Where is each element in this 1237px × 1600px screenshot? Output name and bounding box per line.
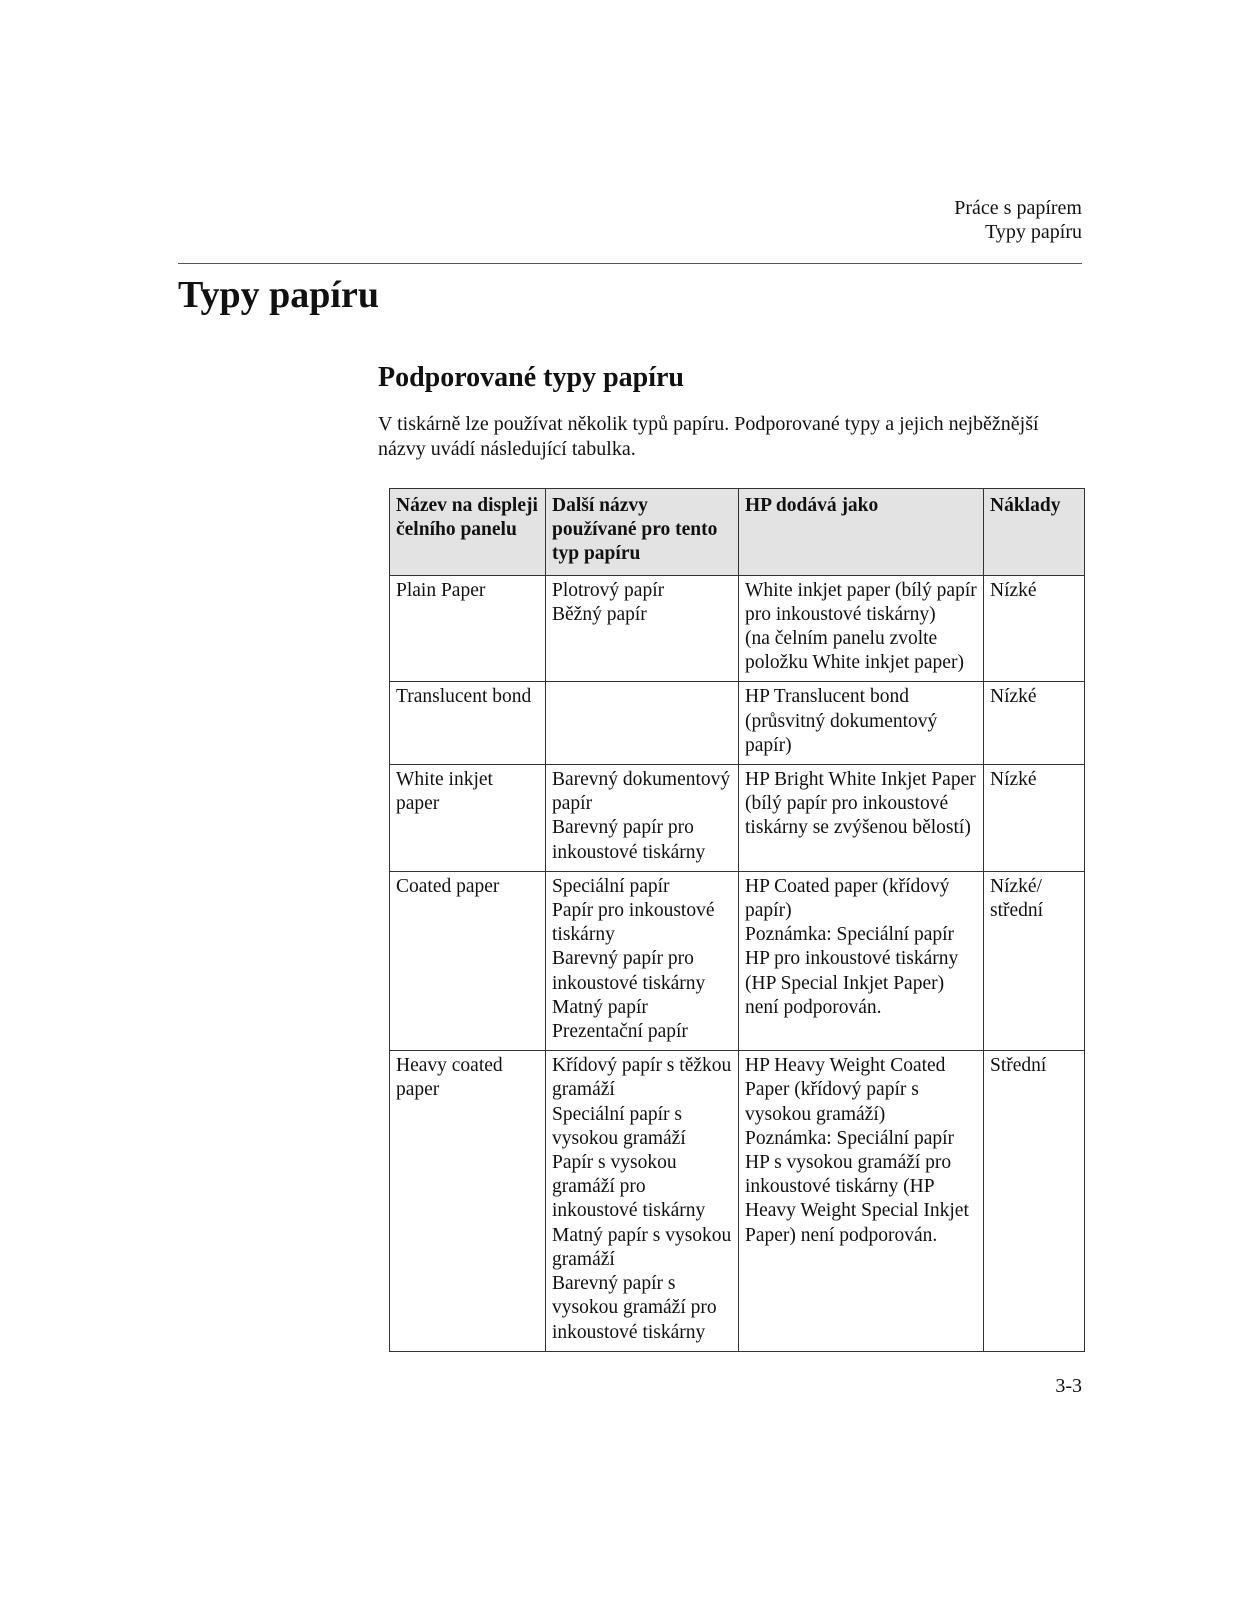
cell-display-name [390,1051,546,1351]
cell-text-line: Coated paper [396,875,500,897]
cell-text-line: Střední [990,1055,1047,1077]
cell-text-line: Matný papír [552,996,648,1018]
cell-hp-supplied [739,1051,984,1351]
cell-cost [984,682,1085,765]
cell-text-line: Papír pro inkoustové tiskárny [552,900,715,946]
table-header-row [390,489,1085,576]
cell-text-line: Poznámka: Speciální papír HP s vysokou gramáží pro inkoustové tiskárny (HP Heavy Weight Special Inkjet Paper) není podporován. [745,1127,969,1246]
cell-hp-supplied [739,682,984,765]
running-header-chapter: Práce s papírem [954,197,1082,219]
cell-display-name [390,871,546,1050]
cell-text-line: Speciální papír s vysokou gramáží [552,1103,686,1149]
table-row [390,575,1085,682]
cell-hp-supplied [739,765,984,872]
cell-text-line: Barevný papír pro inkoustové tiskárny [552,817,706,863]
cell-text-line: White inkjet paper (bílý papír pro inkoustové tiskárny) [745,579,977,625]
table-body [390,575,1085,1351]
cell-text-line: HP Translucent bond (průsvitný dokumentový papír) [745,686,938,756]
paper-types-table [389,488,1085,1352]
section-title: Podporované typy papíru [378,362,684,393]
cell-text-line: Poznámka: Speciální papír HP pro inkoustové tiskárny (HP Special Inkjet Paper) není podporován. [745,924,959,1018]
cell-display-name [390,765,546,872]
header-rule [178,263,1082,264]
cell-hp-supplied [739,871,984,1050]
cell-text-line: Plotrový papír [552,579,665,601]
cell-text-line: Prezentační papír [552,1021,688,1043]
cell-text-line: Barevný papír s vysokou gramáží pro inkoustové tiskárny [552,1273,717,1343]
cell-text-line: Heavy coated paper [396,1055,503,1101]
cell-other-names [546,575,739,682]
cell-text-line: Translucent bond [396,686,532,708]
cell-display-name [390,575,546,682]
cell-text-line: HP Coated paper (křídový papír) [745,875,950,922]
cell-other-names [546,765,739,872]
cell-cost [984,871,1085,1050]
cell-text-line: Běžný papír [552,603,647,625]
cell-text-line: Nízké [990,686,1037,708]
header-cell-other-names: Další názvy používané pro tento typ papíru [546,489,739,576]
cell-text-line: Barevný dokumentový papír [552,769,731,815]
cell-text-line: Plain Paper [396,579,486,601]
table-row [390,682,1085,765]
page-number: 3-3 [1055,1375,1082,1397]
page-title: Typy papíru [178,274,379,316]
cell-other-names [546,1051,739,1351]
header-cell-display-name: Název na displeji čelního panelu [390,489,546,576]
cell-text-line: Papír s vysokou gramáží pro inkoustové tiskárny [552,1152,706,1222]
cell-text-line: HP Bright White Inkjet Paper (bílý papír pro inkoustové tiskárny se zvýšenou bělostí) [745,769,976,839]
cell-text-line: Nízké/ střední [990,875,1044,922]
cell-other-names [546,682,739,765]
cell-text-line: Speciální papír [552,875,670,897]
intro-paragraph: V tiskárně lze používat několik typů papíru. Podporované typy a jejich nejběžnější názvy uvádí následující tabulka. [378,413,1039,460]
cell-text-line: (na čelním panelu zvolte položku White inkjet paper) [745,628,964,674]
cell-text-line: Barevný papír pro inkoustové tiskárny [552,948,706,994]
table-row [390,765,1085,872]
cell-text-line: Křídový papír s těžkou gramáží [552,1055,732,1101]
cell-text-line: Matný papír s vysokou gramáží [552,1224,732,1270]
cell-text-line: HP Heavy Weight Coated Paper (křídový papír s vysokou gramáží) [745,1055,946,1125]
header-cell-cost: Náklady [984,489,1085,576]
cell-text-line: Nízké [990,769,1037,791]
cell-text-line: Nízké [990,579,1037,601]
running-header-section: Typy papíru [985,221,1082,243]
cell-cost [984,1051,1085,1351]
cell-other-names [546,871,739,1050]
table-row [390,1051,1085,1351]
cell-cost [984,575,1085,682]
cell-display-name [390,682,546,765]
header-cell-hp-supplied: HP dodává jako [739,489,984,576]
cell-text-line: White inkjet paper [396,769,493,815]
table-row [390,871,1085,1050]
running-header [954,196,1082,244]
cell-cost [984,765,1085,872]
cell-hp-supplied [739,575,984,682]
